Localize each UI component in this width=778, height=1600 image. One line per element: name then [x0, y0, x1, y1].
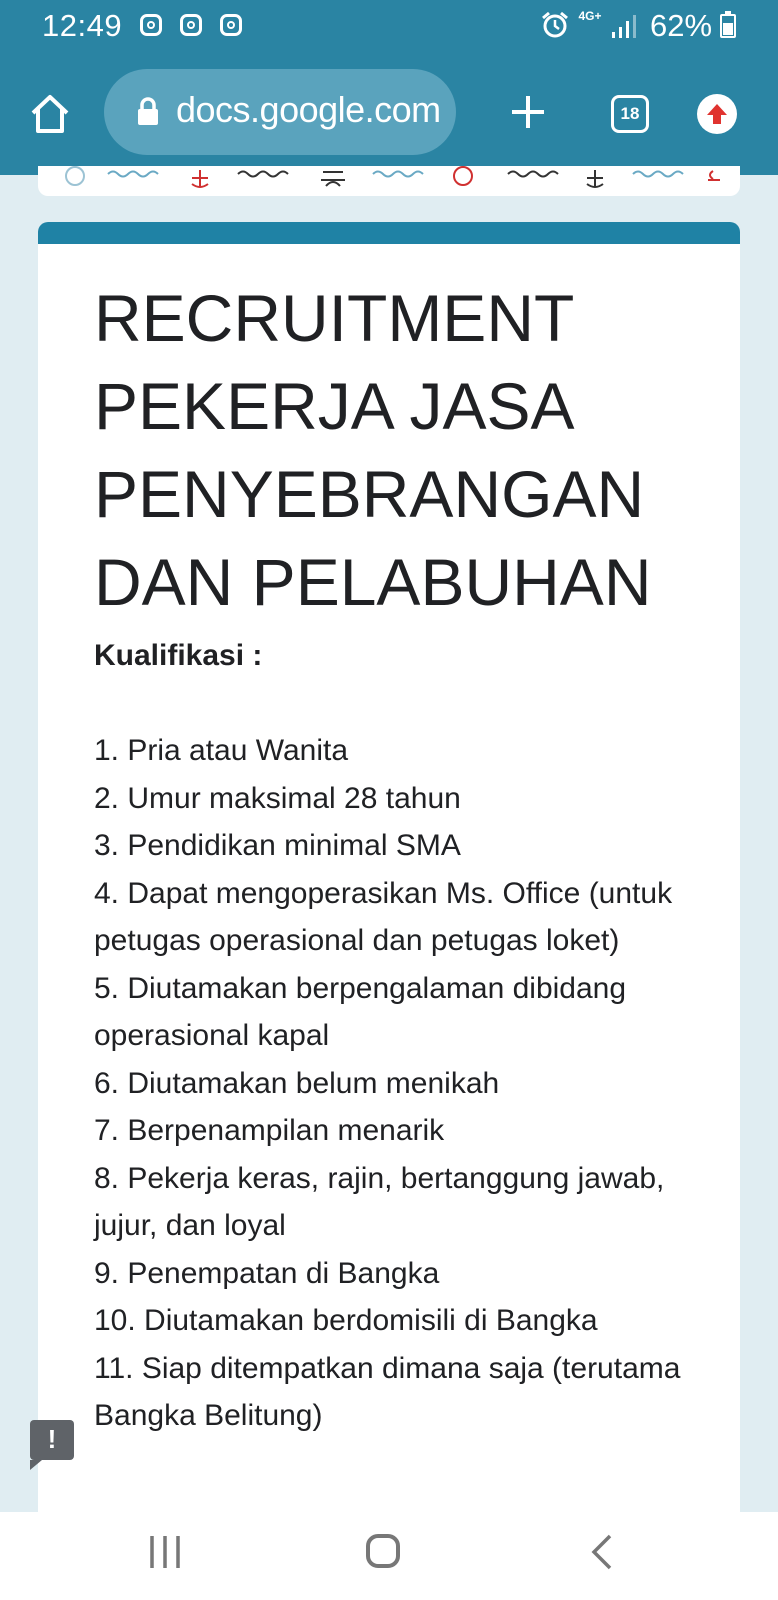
alarm-icon	[540, 10, 570, 40]
instagram-icon	[180, 14, 202, 36]
qualification-heading: Kualifikasi :	[94, 639, 263, 672]
up-arrow-icon	[697, 94, 737, 134]
update-icon[interactable]	[697, 94, 737, 134]
qualification-item: 3. Pendidikan minimal SMA	[94, 829, 461, 862]
qualification-item: 9. Penempatan di Bangka	[94, 1256, 440, 1290]
qualification-item: 10. Diutamakan berdomisili di Bangka	[94, 1304, 598, 1337]
tabs-button[interactable]: 18	[611, 95, 649, 133]
home-icon[interactable]	[366, 1534, 400, 1568]
feedback-button[interactable]	[30, 1420, 74, 1460]
exclamation-icon: !	[47, 1424, 57, 1454]
spacer	[94, 680, 714, 728]
recent-apps-icon[interactable]	[148, 1534, 182, 1570]
form-card	[38, 222, 740, 1512]
qualification-item: 4. Dapat mengoperasikan Ms. Office (untuk petugas operasional dan petugas loket)	[94, 876, 673, 957]
battery-icon	[720, 14, 736, 38]
battery-fill	[723, 23, 733, 35]
system-nav-bar	[0, 1512, 778, 1600]
qualification-item: 11. Siap ditempatkan dimana saja (terutama Bangka Belitung)	[94, 1351, 681, 1432]
qualification-item: 8. Pekerja keras, rajin, bertanggung jawab, jujur, dan loyal	[94, 1161, 665, 1242]
qualification-item: 6. Diutamakan belum menikah	[94, 1066, 500, 1100]
back-icon[interactable]	[588, 1532, 616, 1572]
form-description	[94, 632, 714, 1440]
form-header-banner	[38, 166, 740, 196]
plus-icon[interactable]	[508, 92, 548, 132]
instagram-icon	[140, 14, 162, 36]
url-text: docs.google.com	[176, 89, 441, 130]
qualification-item: 5. Diutamakan berpengalaman dibidang operasional kapal	[94, 971, 627, 1052]
card-accent-bar	[38, 222, 740, 244]
home-icon[interactable]	[28, 92, 72, 136]
qualification-item: 7. Berpenampilan menarik	[94, 1114, 445, 1147]
nautical-pattern	[38, 166, 740, 196]
qualification-item: 1. Pria atau Wanita	[94, 734, 349, 767]
status-time: 12:49	[42, 8, 123, 43]
signal-icon	[610, 14, 640, 38]
address-bar[interactable]	[104, 69, 456, 155]
network-type: 4G+	[578, 9, 602, 23]
instagram-icon	[220, 14, 242, 36]
form-title: RECRUITMENT PEKERJA JASA PENYEBRANGAN DAN PELABUHAN	[94, 281, 652, 619]
battery-percent: 62%	[650, 8, 713, 43]
qualification-item: 2. Umur maksimal 28 tahun	[94, 781, 461, 815]
lock-icon	[136, 96, 160, 126]
browser-toolbar	[0, 0, 778, 175]
